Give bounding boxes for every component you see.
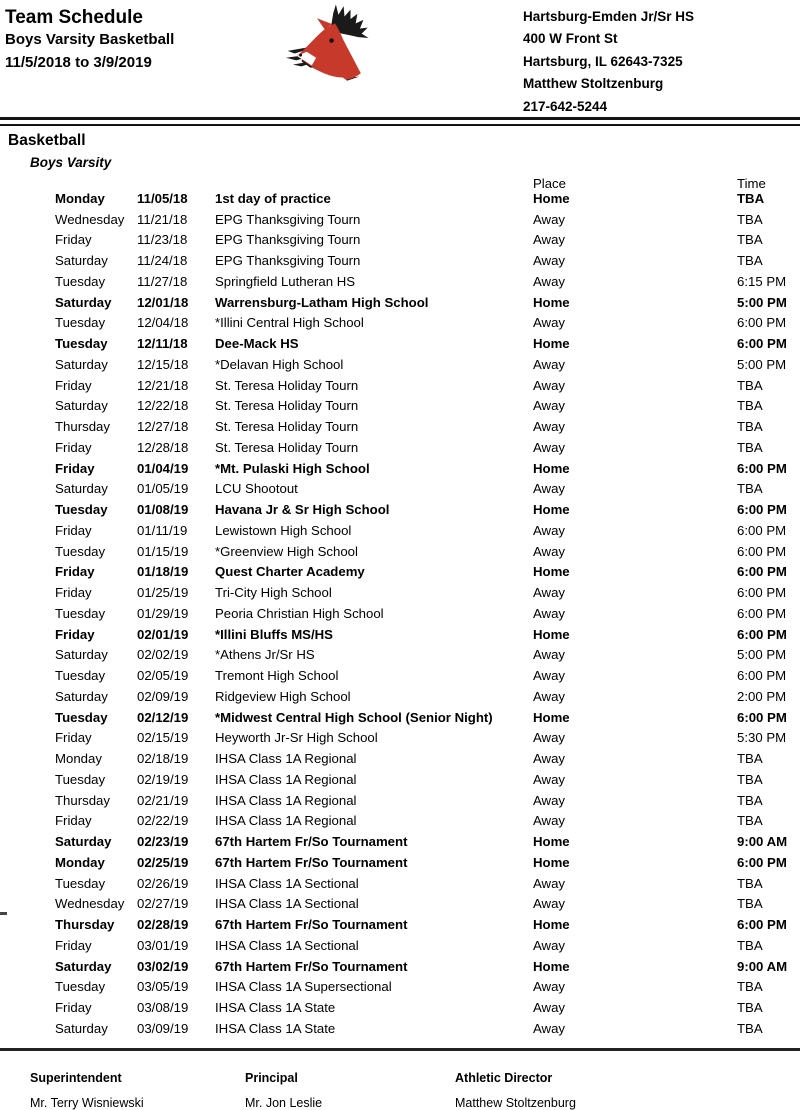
row-date: 01/15/19 xyxy=(137,543,189,559)
row-time: TBA xyxy=(737,190,765,206)
row-date: 02/22/19 xyxy=(137,813,189,829)
row-date: 12/04/18 xyxy=(137,315,189,331)
row-day: Friday xyxy=(55,1000,92,1016)
row-time: TBA xyxy=(737,1020,763,1036)
schedule-row xyxy=(0,997,800,1018)
school-address-line1: 400 W Front St xyxy=(523,31,618,47)
row-event: IHSA Class 1A Regional xyxy=(215,792,357,808)
schedule-row xyxy=(0,416,800,437)
row-date: 12/22/18 xyxy=(137,398,189,414)
row-day: Saturday xyxy=(55,253,108,269)
row-date: 11/27/18 xyxy=(137,273,188,289)
row-time: TBA xyxy=(737,439,763,455)
schedule-row xyxy=(0,188,800,209)
row-place: Away xyxy=(533,543,566,559)
row-day: Monday xyxy=(55,854,105,870)
row-time: TBA xyxy=(737,771,763,787)
row-time: 6:00 PM xyxy=(737,502,787,518)
row-place: Away xyxy=(533,792,566,808)
row-time: TBA xyxy=(737,377,763,393)
row-event: IHSA Class 1A Supersectional xyxy=(215,979,392,995)
row-event: Tri-City High School xyxy=(215,585,332,601)
row-day: Tuesday xyxy=(55,315,106,331)
schedule-row xyxy=(0,396,800,417)
school-address-line2: Hartsburg, IL 62643-7325 xyxy=(523,53,683,69)
row-time: TBA xyxy=(737,979,763,995)
row-place: Away xyxy=(533,875,566,891)
row-day: Tuesday xyxy=(55,668,106,684)
row-day: Saturday xyxy=(55,1020,108,1036)
school-contact-name: Matthew Stoltzenburg xyxy=(523,76,664,92)
row-event: *Mt. Pulaski High School xyxy=(215,460,370,476)
row-day: Friday xyxy=(55,460,95,476)
schedule-row xyxy=(0,852,800,873)
row-time: 6:00 PM xyxy=(737,917,787,933)
row-day: Saturday xyxy=(55,398,108,414)
row-day: Friday xyxy=(55,522,92,538)
row-place: Away xyxy=(533,398,566,414)
row-date: 03/09/19 xyxy=(137,1020,189,1036)
row-time: 6:00 PM xyxy=(737,626,787,642)
row-date: 03/05/19 xyxy=(137,979,189,995)
schedule-row xyxy=(0,313,800,334)
schedule-row xyxy=(0,873,800,894)
row-day: Monday xyxy=(55,190,105,206)
row-day: Saturday xyxy=(55,647,108,663)
row-place: Away xyxy=(533,647,566,663)
row-date: 11/05/18 xyxy=(137,190,188,206)
row-place: Away xyxy=(533,211,566,227)
row-day: Friday xyxy=(55,439,92,455)
row-event: St. Teresa Holiday Tourn xyxy=(215,377,359,393)
row-place: Home xyxy=(533,958,570,974)
row-time: 2:00 PM xyxy=(737,688,787,704)
row-place: Away xyxy=(533,896,566,912)
row-event: IHSA Class 1A Sectional xyxy=(215,875,359,891)
row-place: Away xyxy=(533,771,566,787)
row-place: Home xyxy=(533,502,570,518)
row-day: Friday xyxy=(55,232,92,248)
row-date: 02/09/19 xyxy=(137,688,189,704)
schedule-row xyxy=(0,977,800,998)
row-place: Home xyxy=(533,460,570,476)
row-time: 6:00 PM xyxy=(737,605,787,621)
row-place: Home xyxy=(533,834,570,850)
row-day: Tuesday xyxy=(55,336,108,352)
row-event: Lewistown High School xyxy=(215,522,352,538)
row-time: TBA xyxy=(737,813,763,829)
row-place: Home xyxy=(533,917,570,933)
row-date: 02/27/19 xyxy=(137,896,189,912)
row-date: 02/19/19 xyxy=(137,771,189,787)
row-event: IHSA Class 1A Sectional xyxy=(215,937,359,953)
row-place: Home xyxy=(533,564,570,580)
row-day: Saturday xyxy=(55,688,108,704)
row-event: St. Teresa Holiday Tourn xyxy=(215,419,359,435)
row-date: 12/27/18 xyxy=(137,419,189,435)
schedule-row xyxy=(0,728,800,749)
row-time: 6:00 PM xyxy=(737,460,787,476)
officials-block xyxy=(0,1071,800,1110)
row-place: Home xyxy=(533,626,570,642)
row-day: Friday xyxy=(55,585,92,601)
row-day: Thursday xyxy=(55,419,110,435)
row-date: 12/21/18 xyxy=(137,377,189,393)
school-phone: 217-642-5244 xyxy=(523,98,608,114)
row-place: Away xyxy=(533,419,566,435)
row-time: 5:00 PM xyxy=(737,356,787,372)
row-date: 01/18/19 xyxy=(137,564,189,580)
row-place: Away xyxy=(533,522,566,538)
row-event: 67th Hartem Fr/So Tournament xyxy=(215,834,408,850)
schedule-row xyxy=(0,250,800,271)
row-day: Saturday xyxy=(55,294,112,310)
schedule-row xyxy=(0,894,800,915)
row-time: TBA xyxy=(737,419,763,435)
schedule-row xyxy=(0,956,800,977)
row-event: Quest Charter Academy xyxy=(215,564,365,580)
row-day: Saturday xyxy=(55,356,108,372)
row-day: Monday xyxy=(55,751,102,767)
row-date: 02/15/19 xyxy=(137,730,189,746)
scan-artifact-mark xyxy=(0,912,7,915)
row-day: Tuesday xyxy=(55,605,106,621)
schedule-row xyxy=(0,562,800,583)
row-event: EPG Thanksgiving Tourn xyxy=(215,253,361,269)
official-name: Matthew Stoltzenburg xyxy=(455,1096,576,1110)
team-level-heading: Boys Varsity xyxy=(30,155,112,170)
schedule-row xyxy=(0,437,800,458)
row-place: Home xyxy=(533,336,570,352)
row-place: Away xyxy=(533,979,566,995)
row-time: 6:15 PM xyxy=(737,273,787,289)
row-event: EPG Thanksgiving Tourn xyxy=(215,232,361,248)
row-date: 02/05/19 xyxy=(137,668,189,684)
schedule-row xyxy=(0,748,800,769)
row-date: 01/05/19 xyxy=(137,481,189,497)
row-date: 01/29/19 xyxy=(137,605,189,621)
schedule-row xyxy=(0,914,800,935)
row-day: Wednesday xyxy=(55,896,125,912)
school-name: Hartsburg-Emden Jr/Sr HS xyxy=(523,9,695,24)
row-date: 02/21/19 xyxy=(137,792,189,808)
row-event: IHSA Class 1A Sectional xyxy=(215,896,359,912)
row-day: Saturday xyxy=(55,481,108,497)
schedule-row xyxy=(0,230,800,251)
row-place: Away xyxy=(533,751,566,767)
row-date: 02/23/19 xyxy=(137,834,189,850)
row-time: TBA xyxy=(737,398,763,414)
schedule-row xyxy=(0,375,800,396)
row-event: *Athens Jr/Sr HS xyxy=(215,647,315,663)
official-title: Superintendent xyxy=(30,1071,122,1085)
row-day: Thursday xyxy=(55,792,110,808)
row-event: 1st day of practice xyxy=(215,190,331,206)
row-date: 03/01/19 xyxy=(137,937,189,953)
row-date: 11/21/18 xyxy=(137,211,188,227)
row-place: Away xyxy=(533,439,566,455)
row-time: TBA xyxy=(737,792,763,808)
row-event: Tremont High School xyxy=(215,668,339,684)
row-event: LCU Shootout xyxy=(215,481,298,497)
row-date: 02/26/19 xyxy=(137,875,189,891)
schedule-row xyxy=(0,769,800,790)
schedule-row xyxy=(0,458,800,479)
row-date: 01/08/19 xyxy=(137,502,189,518)
row-place: Away xyxy=(533,668,566,684)
row-event: 67th Hartem Fr/So Tournament xyxy=(215,958,408,974)
schedule-row xyxy=(0,1018,800,1039)
schedule-row xyxy=(0,582,800,603)
school-info-block xyxy=(523,6,694,118)
row-day: Friday xyxy=(55,626,95,642)
row-time: 6:00 PM xyxy=(737,522,787,538)
row-place: Away xyxy=(533,813,566,829)
row-date: 12/01/18 xyxy=(137,294,189,310)
row-day: Tuesday xyxy=(55,543,106,559)
row-time: 5:30 PM xyxy=(737,730,787,746)
schedule-row xyxy=(0,541,800,562)
row-event: 67th Hartem Fr/So Tournament xyxy=(215,917,408,933)
row-time: 6:00 PM xyxy=(737,668,787,684)
row-event: Springfield Lutheran HS xyxy=(215,273,356,289)
row-day: Friday xyxy=(55,937,92,953)
official-title: Athletic Director xyxy=(455,1071,553,1085)
row-time: 6:00 PM xyxy=(737,543,787,559)
row-time: TBA xyxy=(737,253,763,269)
row-place: Away xyxy=(533,356,566,372)
row-place: Away xyxy=(533,273,566,289)
row-place: Away xyxy=(533,937,566,953)
row-event: *Delavan High School xyxy=(215,356,344,372)
row-day: Saturday xyxy=(55,834,112,850)
row-date: 01/11/19 xyxy=(137,522,188,538)
row-place: Away xyxy=(533,688,566,704)
row-time: TBA xyxy=(737,937,763,953)
row-place: Away xyxy=(533,253,566,269)
row-time: TBA xyxy=(737,232,763,248)
row-day: Tuesday xyxy=(55,979,106,995)
stag-mascot-icon xyxy=(286,2,372,86)
row-event: Havana Jr & Sr High School xyxy=(215,502,390,518)
row-date: 03/02/19 xyxy=(137,958,189,974)
schedule-row xyxy=(0,292,800,313)
row-event: IHSA Class 1A Regional xyxy=(215,771,357,787)
official-entry xyxy=(455,1071,576,1110)
row-date: 12/28/18 xyxy=(137,439,189,455)
row-event: *Greenview High School xyxy=(215,543,358,559)
row-event: Ridgeview High School xyxy=(215,688,351,704)
row-event: IHSA Class 1A State xyxy=(215,1020,336,1036)
row-time: 9:00 AM xyxy=(737,958,788,974)
schedule-row xyxy=(0,831,800,852)
row-event: Peoria Christian High School xyxy=(215,605,384,621)
schedule-row xyxy=(0,499,800,520)
row-time: 9:00 AM xyxy=(737,834,788,850)
schedule-row xyxy=(0,520,800,541)
row-day: Tuesday xyxy=(55,771,106,787)
row-place: Away xyxy=(533,232,566,248)
row-place: Away xyxy=(533,377,566,393)
schedule-row xyxy=(0,665,800,686)
footer-divider xyxy=(0,1048,800,1051)
row-event: *Midwest Central High School (Senior Night) xyxy=(215,709,493,725)
schedule-row xyxy=(0,209,800,230)
row-day: Tuesday xyxy=(55,875,106,891)
row-day: Friday xyxy=(55,377,92,393)
team-subtitle: Boys Varsity Basketball xyxy=(5,31,175,48)
row-date: 12/11/18 xyxy=(137,336,188,352)
row-day: Tuesday xyxy=(55,273,106,289)
row-time: TBA xyxy=(737,896,763,912)
row-time: TBA xyxy=(737,875,763,891)
row-day: Friday xyxy=(55,813,92,829)
row-date: 02/02/19 xyxy=(137,647,189,663)
row-event: *Illini Central High School xyxy=(215,315,364,331)
row-time: 6:00 PM xyxy=(737,585,787,601)
schedule-row xyxy=(0,645,800,666)
schedule-row xyxy=(0,479,800,500)
row-time: 6:00 PM xyxy=(737,315,787,331)
row-event: IHSA Class 1A State xyxy=(215,1000,336,1016)
official-entry xyxy=(30,1071,144,1110)
row-place: Away xyxy=(533,1020,566,1036)
row-time: 6:00 PM xyxy=(737,336,787,352)
schedule-table xyxy=(0,188,800,1039)
row-date: 02/12/19 xyxy=(137,709,189,725)
row-date: 01/25/19 xyxy=(137,585,189,601)
schedule-row xyxy=(0,624,800,645)
schedule-row xyxy=(0,333,800,354)
row-place: Away xyxy=(533,730,566,746)
row-place: Away xyxy=(533,481,566,497)
row-day: Tuesday xyxy=(55,709,108,725)
official-name: Mr. Jon Leslie xyxy=(245,1096,323,1110)
row-time: TBA xyxy=(737,751,763,767)
row-date: 02/01/19 xyxy=(137,626,189,642)
row-event: St. Teresa Holiday Tourn xyxy=(215,439,359,455)
official-entry xyxy=(245,1071,322,1110)
official-title: Principal xyxy=(245,1071,298,1085)
row-date: 11/23/18 xyxy=(137,232,188,248)
row-event: Warrensburg-Latham High School xyxy=(215,294,429,310)
row-event: IHSA Class 1A Regional xyxy=(215,813,357,829)
row-event: 67th Hartem Fr/So Tournament xyxy=(215,854,408,870)
row-date: 01/04/19 xyxy=(137,460,189,476)
row-date: 12/15/18 xyxy=(137,356,189,372)
row-day: Wednesday xyxy=(55,211,125,227)
header-divider xyxy=(0,117,800,126)
column-header-place: Place xyxy=(533,176,566,191)
row-event: IHSA Class 1A Regional xyxy=(215,751,357,767)
row-time: TBA xyxy=(737,1000,763,1016)
row-day: Friday xyxy=(55,730,92,746)
row-event: St. Teresa Holiday Tourn xyxy=(215,398,359,414)
column-header-time: Time xyxy=(737,176,766,191)
row-day: Tuesday xyxy=(55,502,108,518)
schedule-row xyxy=(0,811,800,832)
row-day: Friday xyxy=(55,564,95,580)
schedule-row xyxy=(0,935,800,956)
page-title: Team Schedule xyxy=(5,7,143,28)
schedule-row xyxy=(0,354,800,375)
row-date: 02/18/19 xyxy=(137,751,189,767)
row-date: 11/24/18 xyxy=(137,253,188,269)
row-time: 6:00 PM xyxy=(737,564,787,580)
row-place: Home xyxy=(533,294,570,310)
row-place: Home xyxy=(533,190,570,206)
schedule-row xyxy=(0,271,800,292)
schedule-row xyxy=(0,686,800,707)
row-event: Dee-Mack HS xyxy=(215,336,299,352)
row-place: Home xyxy=(533,854,570,870)
sport-heading: Basketball xyxy=(8,132,86,149)
row-time: TBA xyxy=(737,481,763,497)
row-date: 02/28/19 xyxy=(137,917,189,933)
row-day: Saturday xyxy=(55,958,112,974)
row-event: *Illini Bluffs MS/HS xyxy=(215,626,333,642)
row-time: 5:00 PM xyxy=(737,647,787,663)
row-place: Away xyxy=(533,1000,566,1016)
schedule-row xyxy=(0,790,800,811)
row-time: 5:00 PM xyxy=(737,294,787,310)
row-place: Away xyxy=(533,315,566,331)
row-place: Away xyxy=(533,605,566,621)
season-date-range: 11/5/2018 to 3/9/2019 xyxy=(5,54,152,71)
row-place: Home xyxy=(533,709,570,725)
row-date: 02/25/19 xyxy=(137,854,189,870)
row-event: EPG Thanksgiving Tourn xyxy=(215,211,361,227)
row-event: Heyworth Jr-Sr High School xyxy=(215,730,378,746)
row-day: Thursday xyxy=(55,917,115,933)
row-date: 03/08/19 xyxy=(137,1000,189,1016)
official-name: Mr. Terry Wisniewski xyxy=(30,1096,144,1110)
schedule-row xyxy=(0,603,800,624)
row-place: Away xyxy=(533,585,566,601)
row-time: 6:00 PM xyxy=(737,854,787,870)
schedule-row xyxy=(0,707,800,728)
row-time: TBA xyxy=(737,211,763,227)
row-time: 6:00 PM xyxy=(737,709,787,725)
